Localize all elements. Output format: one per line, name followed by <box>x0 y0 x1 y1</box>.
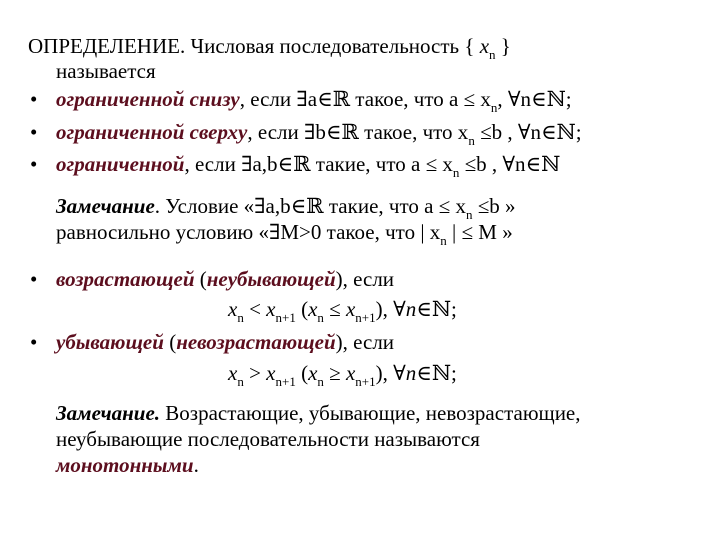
term-monotonic: монотонными <box>56 453 194 477</box>
definition-label: ОПРЕДЕЛЕНИЕ. <box>28 34 186 58</box>
condition-text: , если ∃a,b∈ℝ такие, что a ≤ x <box>184 152 453 176</box>
remark-2-line-1: Замечание. Возрастающие, убывающие, невозрастающие, <box>56 401 581 425</box>
decreasing-item: убывающей (невозрастающей), если <box>56 330 395 354</box>
bullet: • <box>30 267 38 291</box>
term-nondecreasing: неубывающей <box>206 267 336 291</box>
remark-label: Замечание. <box>56 401 161 425</box>
definition-line <box>28 34 511 62</box>
term-bounded-below: ограниченной снизу <box>56 87 240 111</box>
increasing-item: возрастающей (неубывающей), если <box>56 267 395 291</box>
term-decreasing: убывающей <box>56 330 164 354</box>
definition-line-2: называется <box>56 59 156 83</box>
increasing-formula: $x_n < x_{n+1}$ $(x_n \le x_{n+1})$, ∀n∈ℕ; <box>228 297 457 325</box>
condition-text: , если ∃a∈ℝ такое, что a ≤ x <box>239 87 491 111</box>
bullet: • <box>30 120 38 144</box>
bullet: • <box>30 330 38 354</box>
bounded-above-item: ограниченной сверху, если ∃b∈ℝ такое, что $x_n \le b$ , ∀n∈ℕ; <box>56 120 582 148</box>
definition-text: Числовая последовательность <box>185 34 465 58</box>
bullet: • <box>30 152 38 176</box>
remark-2-line-3: монотонными. <box>56 453 199 477</box>
decreasing-formula: $x_n > x_{n+1}$ $(x_n \ge x_{n+1})$, ∀n∈ℕ; <box>228 361 457 389</box>
bullet: • <box>30 87 38 111</box>
condition-text: , если ∃b∈ℝ такое, что x <box>247 120 469 144</box>
remark-2-line-2: неубывающие последовательности называются <box>56 427 480 451</box>
remark-1-line-1: Замечание. Условие «∃a,b∈ℝ такие, что $a \le x_n \le b$ » <box>56 194 516 222</box>
remark-label: Замечание <box>56 194 155 218</box>
sequence-notation: { $x_n$ } <box>464 34 511 62</box>
bounded-item: ограниченной, если ∃a,b∈ℝ такие, что $a \le x_n \le b$ , ∀n∈ℕ <box>56 152 561 180</box>
term-bounded: ограниченной <box>56 152 185 176</box>
term-nonincreasing: невозрастающей <box>176 330 336 354</box>
bounded-below-item: ограниченной снизу, если ∃a∈ℝ такое, что $a \le x_n$, ∀n∈ℕ; <box>56 87 572 115</box>
term-increasing: возрастающей <box>56 267 195 291</box>
remark-1-line-2: равносильно условию «∃M>0 такое, что | $x_n$ | ≤ M » <box>56 220 513 248</box>
term-bounded-above: ограниченной сверху <box>56 120 248 144</box>
